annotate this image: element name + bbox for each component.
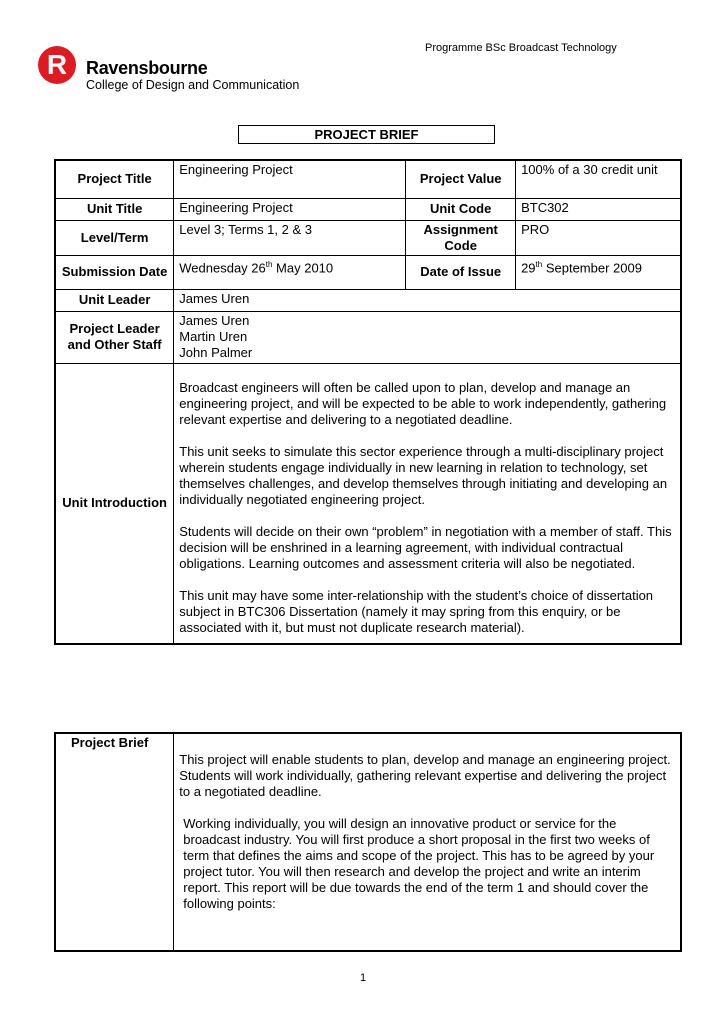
staff-list xyxy=(174,311,681,363)
level-term-label: Level/Term xyxy=(55,220,174,255)
intro-paragraph: This unit may have some inter-relationship with the student’s choice of dissertation subject in BTC306 Dissertation (namely it may spring from this enquiry, or be associated with it, but must not duplicate research material). xyxy=(179,587,654,635)
staff-name: John Palmer xyxy=(179,344,253,360)
date-of-issue-label: Date of Issue xyxy=(406,255,516,289)
brief-paragraph: This project will enable students to plan, develop and manage an engineering project. Students will work individually, gathering relevant expertise and delivering the project to a negotiated deadline. xyxy=(179,752,671,799)
staff-name: Martin Uren xyxy=(179,328,248,344)
submission-date-value: Wednesday 26th May 2010 xyxy=(174,255,406,289)
project-brief-text xyxy=(174,733,681,951)
project-brief-label: Project Brief xyxy=(55,733,174,951)
brief-paragraph: Working individually, you will design an innovative product or service for the broadcast industry. You will first produce a short proposal in the first two weeks of term that defines the aims and scope of the project. This has to be agreed by your project tutor. You will then research and develop the project and write an interim report. This report will be due towards the end of the term 1 and should cover the following points: xyxy=(183,816,655,911)
unit-title-value: Engineering Project xyxy=(174,198,406,220)
unit-title-label: Unit Title xyxy=(55,198,174,220)
logo-letter: R xyxy=(46,49,68,80)
page-title: PROJECT BRIEF xyxy=(238,125,495,144)
intro-paragraph: Broadcast engineers will often be called upon to plan, develop and manage an engineering project, and will be expected to be able to work independently, gathering relevant expertise and delivering to a negotiated deadline. xyxy=(179,379,667,427)
unit-code-value: BTC302 xyxy=(516,198,681,220)
staff-name: James Uren xyxy=(179,312,250,328)
project-title-value: Engineering Project xyxy=(174,160,406,198)
logo-name: Ravensbourne xyxy=(86,58,208,78)
project-value-value: 100% of a 30 credit unit xyxy=(516,160,681,198)
date-of-issue-value: 29th September 2009 xyxy=(516,255,681,289)
level-term-value: Level 3; Terms 1, 2 & 3 xyxy=(174,220,406,255)
unit-leader-label: Unit Leader xyxy=(55,289,174,311)
submission-date-label: Submission Date xyxy=(55,255,174,289)
college-logo xyxy=(38,46,299,92)
programme-name: Programme BSc Broadcast Technology xyxy=(425,42,617,54)
assignment-code-label: Assignment Code xyxy=(406,220,516,255)
intro-paragraph: Students will decide on their own “problem” in negotiation with a member of staff. This decision will be enshrined in a learning agreement, with individual contractual obligations. Learning outcomes and assessment criteria will also be negotiated. xyxy=(179,523,672,571)
project-brief-table xyxy=(54,732,682,952)
unit-code-label: Unit Code xyxy=(406,198,516,220)
unit-leader-value: James Uren xyxy=(174,289,681,311)
staff-label: Project Leader and Other Staff xyxy=(55,311,174,363)
project-value-label: Project Value xyxy=(406,160,516,198)
logo-mark-icon xyxy=(38,46,76,84)
logo-subtitle: College of Design and Communication xyxy=(86,78,300,92)
project-title-label: Project Title xyxy=(55,160,174,198)
unit-introduction-label: Unit Introduction xyxy=(55,363,174,644)
intro-paragraph: This unit seeks to simulate this sector experience through a multi-disciplinary project wherein students engage individually in new learning in relation to technology, set themselves challenges, and develop themselves through initiating and developing an individually negotiated engineering project. xyxy=(179,443,668,507)
page-number: 1 xyxy=(360,972,367,984)
assignment-code-value: PRO xyxy=(516,220,681,255)
project-details-table xyxy=(54,159,682,645)
unit-introduction-text xyxy=(174,363,681,644)
